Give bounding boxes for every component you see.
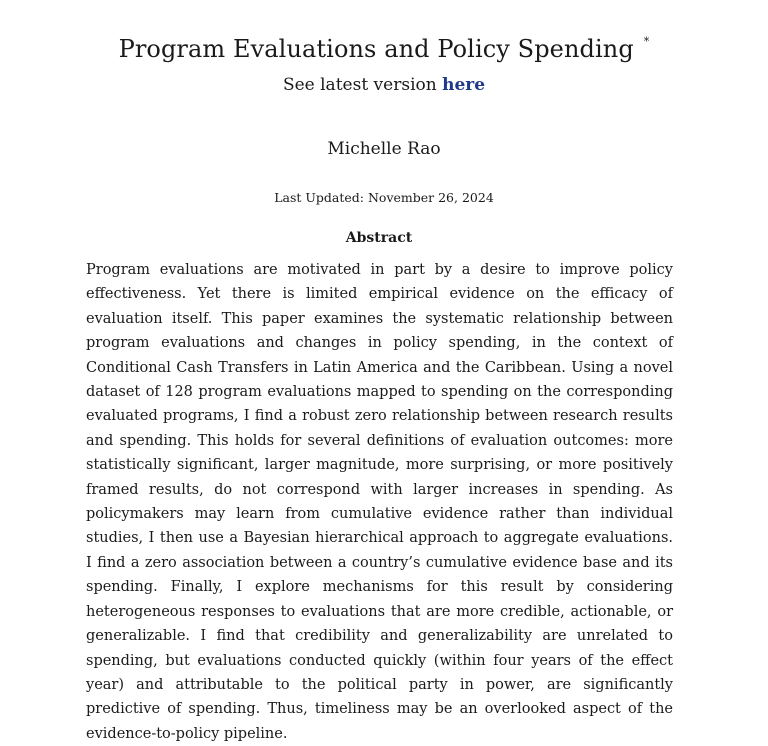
paper-title-text: Program Evaluations and Policy Spending: [118, 35, 634, 63]
title-footnote-mark[interactable]: *: [643, 35, 650, 48]
latest-version-link[interactable]: here: [442, 75, 486, 95]
abstract-heading: Abstract: [345, 230, 413, 246]
last-updated-date: Last Updated: November 26, 2024: [274, 190, 494, 205]
latest-version-prefix: See latest version: [282, 75, 443, 95]
author-name: Michelle Rao: [327, 139, 441, 159]
latest-version-line: [0, 73, 768, 97]
paper-title: [0, 26, 768, 65]
abstract-text: Program evaluations are motivated in part by a desire to improve policy effectiveness. Yet there is limited empirical evidence on the efficacy of evaluation itself. This paper examines the systematic relationship between program evaluations and changes in policy spending, in the context of Conditional Cash Transfers in Latin America and the Caribbean. Using a novel dataset of 128 program evaluations mapped to spending on the corresponding evaluated programs, I find a robust zero relationship between research results and spending. This holds for several definitions of evaluation outcomes: more statistically significant, larger magnitude, more surprising, or more positively framed results, do not correspond with larger increases in spending. As policymakers may learn from cumulative evidence rather than individual studies, I then use a Bayesian hierarchical approach to aggregate evaluations. I find a zero association between a country’s cumulative evidence base and its spending. Finally, I explore mechanisms for this result by considering heterogeneous responses to evaluations that are more credible, actionable, or generalizable. I find that credibility and generalizability are unrelated to spending, but evaluations conducted quickly (within four years of the effect year) and attributable to the political party in power, are significantly predictive of spending. Thus, timeliness may be an overlooked aspect of the evidence-to-policy pipeline.: [86, 262, 673, 742]
